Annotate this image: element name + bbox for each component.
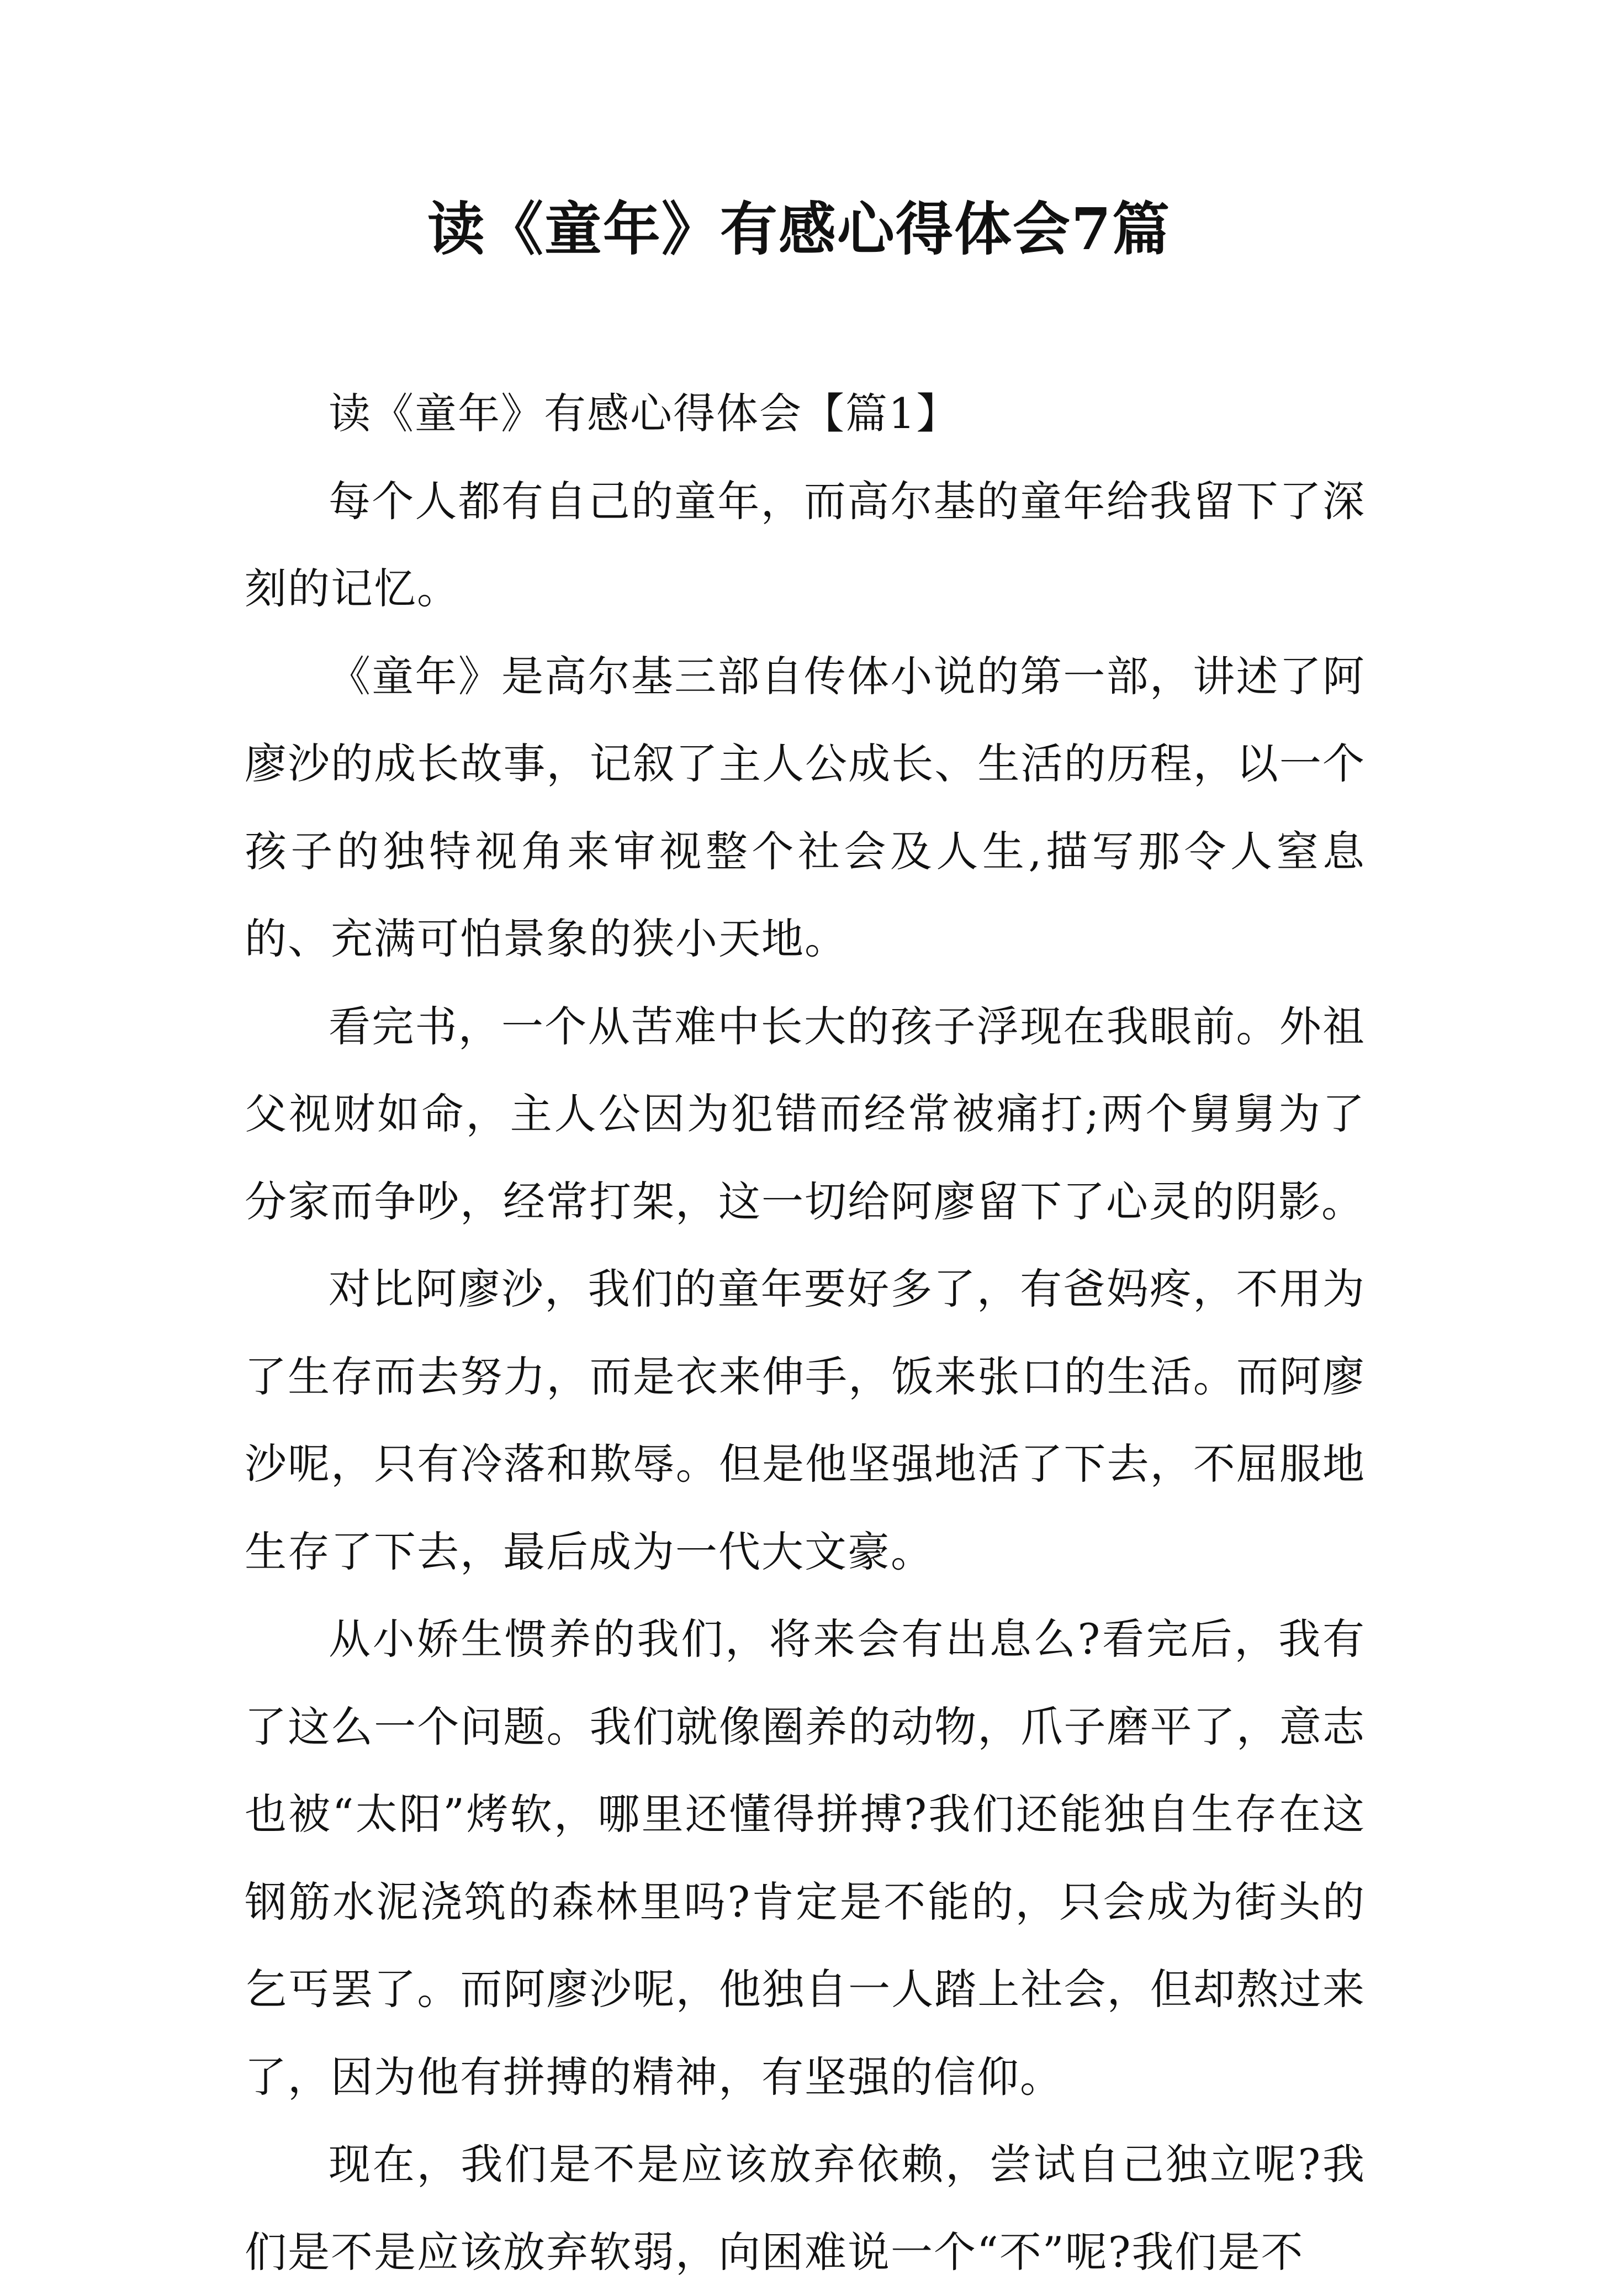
paragraph: 看完书，一个从苦难中长大的孩子浮现在我眼前。外祖父视财如命，主人公因为犯错而经常被痛打;两个舅舅为了分家而争吵，经常打架，这一切给阿廖留下了心灵的阴影。 xyxy=(245,1001,1366,1226)
paragraph: 每个人都有自己的童年，而高尔基的童年给我留下了深刻的记忆。 xyxy=(245,476,1366,613)
paragraph: 从小娇生惯养的我们，将来会有出息么?看完后，我有了这么一个问题。我们就像圈养的动物，爪子磨平了，意志也被“太阳”烤软，哪里还懂得拼搏?我们还能独自生存在这钢筋水泥浇筑的森林里吗?肯定是不能的，只会成为街头的乞丐罢了。而阿廖沙呢，他独自一人踏上社会，但却熬过来了，因为他有拼搏的精神，有坚强的信仰。 xyxy=(245,1614,1366,2102)
section-heading: 读《童年》有感心得体会【篇1】 xyxy=(329,389,960,438)
paragraph: 《童年》是高尔基三部自传体小说的第一部，讲述了阿廖沙的成长故事，记叙了主人公成长、生活的历程，以一个孩子的独特视角来审视整个社会及人生,描写那令人窒息的、充满可怕景象的狭小天地。 xyxy=(245,651,1366,963)
document-body xyxy=(245,370,1366,2296)
paragraph: 对比阿廖沙，我们的童年要好多了，有爸妈疼，不用为了生存而去努力，而是衣来伸手，饭来张口的生活。而阿廖沙呢，只有冷落和欺辱。但是他坚强地活了下去，不屈服地生存了下去，最后成为一代大文豪。 xyxy=(245,1264,1366,1576)
paragraph: 现在，我们是不是应该放弃依赖，尝试自己独立呢?我们是不是应该放弃软弱，向困难说一个“不”呢?我们是不 xyxy=(245,2140,1366,2277)
page-title: 读《童年》有感心得体会7篇 xyxy=(427,195,1171,263)
